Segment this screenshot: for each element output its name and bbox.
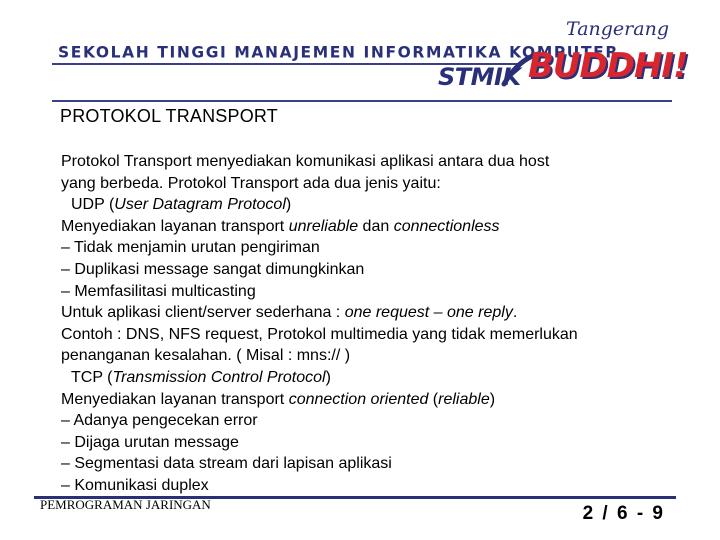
udp-usage: Untuk aplikasi client/server sederhana : one request – one reply. bbox=[61, 304, 518, 322]
udp-example: Contoh : DNS, NFS request, Protokol multimedia yang tidak memerlukan bbox=[61, 325, 578, 343]
udp-point: – Tidak menjamin urutan pengiriman bbox=[61, 239, 320, 257]
tcp-point: – Segmentasi data stream dari lapisan aplikasi bbox=[61, 455, 392, 473]
logo-city: Tangerang bbox=[566, 18, 669, 40]
tcp-point: – Komunikasi duplex bbox=[61, 476, 209, 494]
udp-point: – Memfasilitasi multicasting bbox=[61, 282, 256, 300]
institution-name: SEKOLAH TINGGI MANAJEMEN INFORMATIKA KOMPUTER bbox=[58, 43, 619, 62]
tcp-heading: TCP (Transmission Control Protocol) bbox=[71, 368, 331, 386]
tcp-point: – Dijaga urutan message bbox=[61, 433, 239, 451]
header-rule-bottom bbox=[52, 100, 672, 102]
udp-heading: UDP (User Datagram Protocol) bbox=[71, 196, 292, 214]
page-number: 2 / 6 - 9 bbox=[582, 503, 665, 524]
logo-name: BUDDHI bbox=[528, 46, 674, 86]
intro-line: Protokol Transport menyediakan komunikasi aplikasi antara dua host bbox=[61, 153, 550, 170]
udp-point: – Duplikasi message sangat dimungkinkan bbox=[61, 260, 365, 278]
slide-title: PROTOKOL TRANSPORT bbox=[60, 106, 278, 126]
udp-example: penanganan kesalahan. ( Misal : mns:// ) bbox=[61, 347, 351, 365]
slide-content bbox=[61, 151, 671, 497]
tcp-description: Menyediakan layanan transport connection oriented (reliable) bbox=[61, 390, 496, 408]
logo-bang: ! bbox=[673, 46, 688, 86]
footer-course-label: PEMROGRAMAN JARINGAN bbox=[40, 497, 211, 512]
udp-description: Menyediakan layanan transport unreliable dan connectionless bbox=[61, 217, 500, 235]
intro-line: yang berbeda. Protokol Transport ada dua jenis yaitu: bbox=[61, 174, 441, 192]
logo-buddhi bbox=[528, 46, 688, 86]
logo-stmik: STMIK bbox=[438, 63, 521, 91]
tcp-point: – Adanya pengecekan error bbox=[61, 412, 258, 430]
